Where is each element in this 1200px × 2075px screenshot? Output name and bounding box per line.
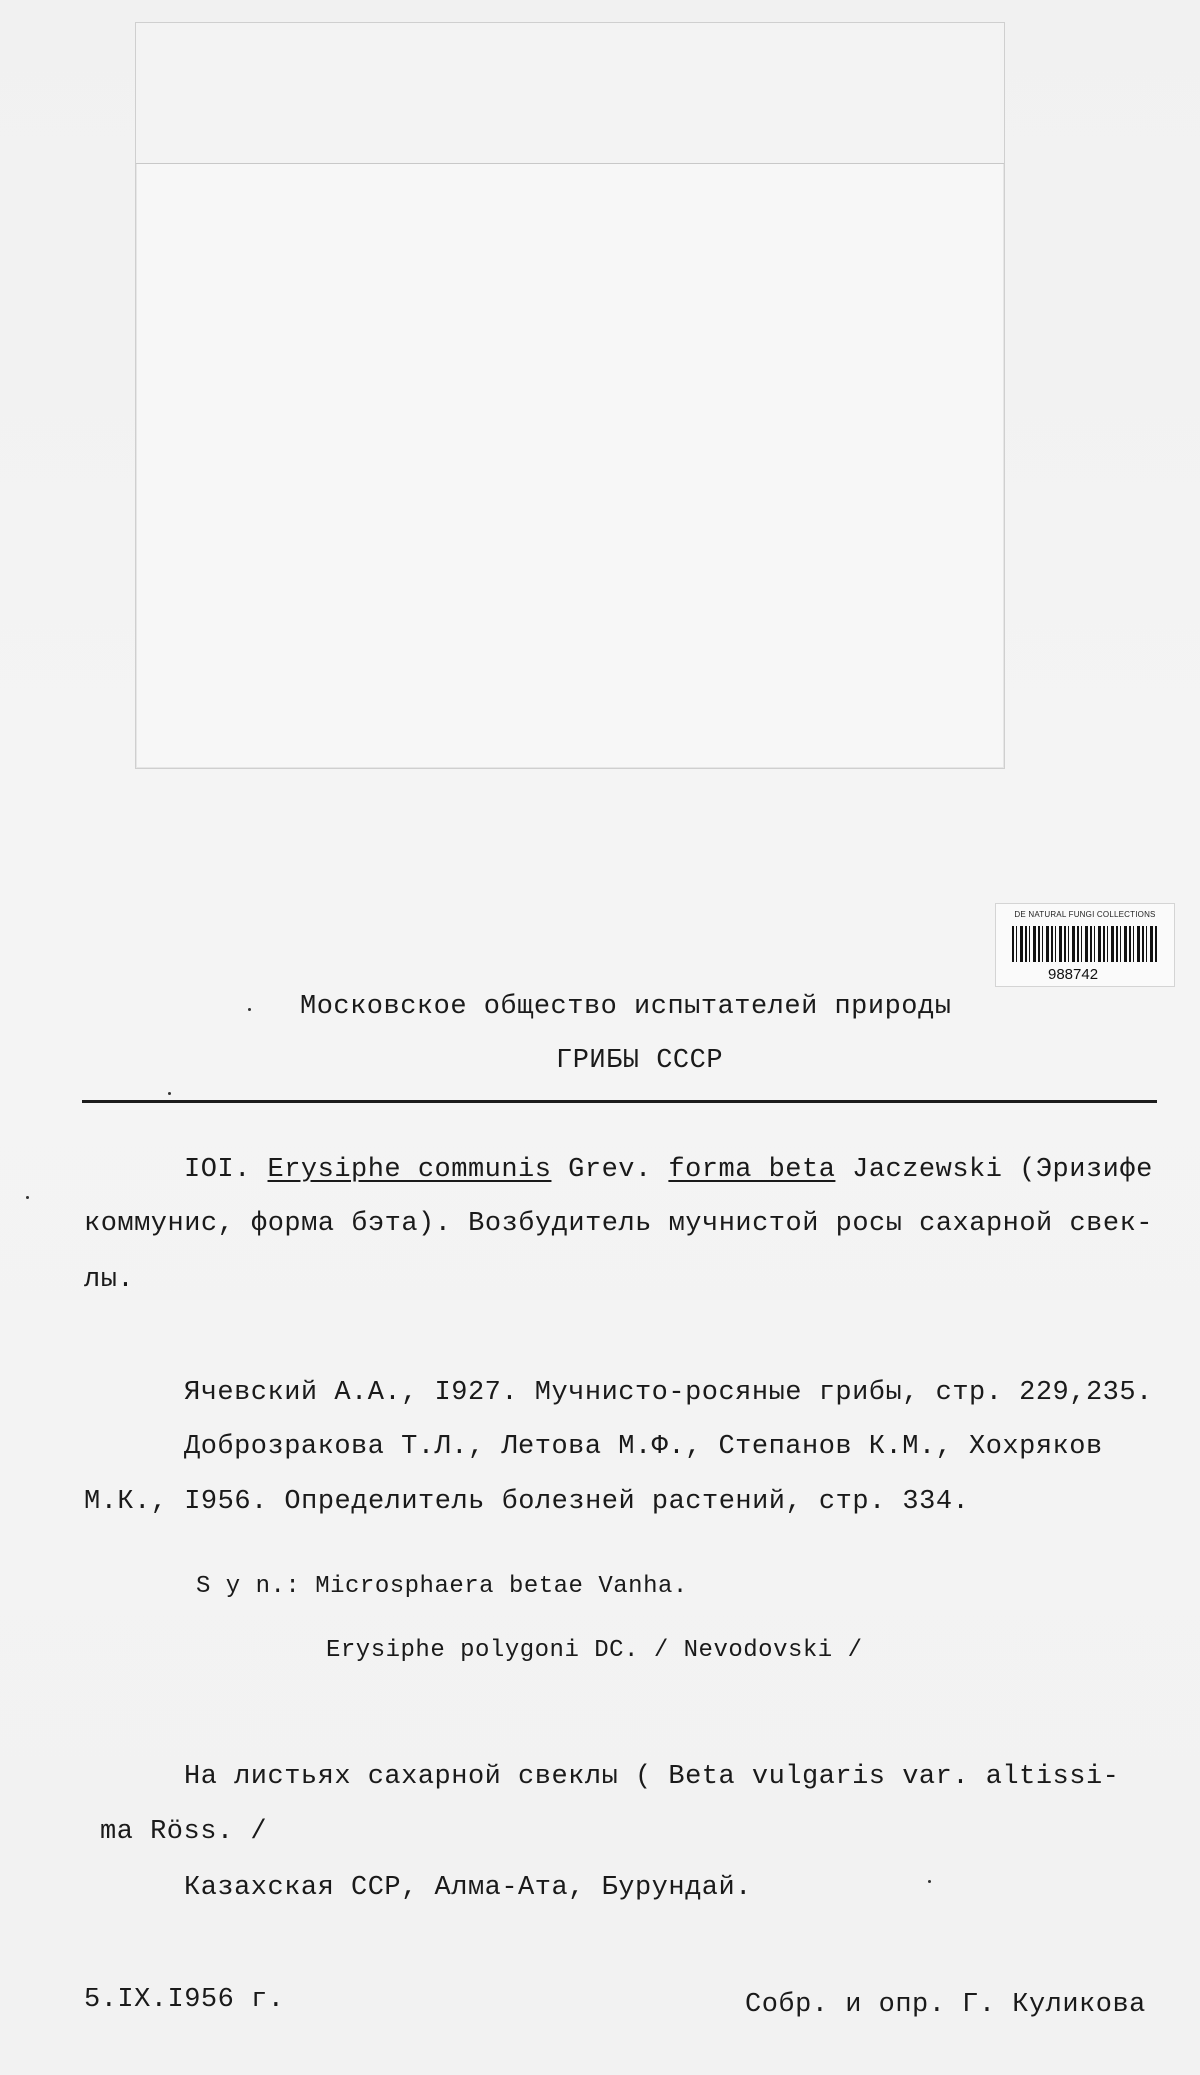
paper-speck [26, 1196, 29, 1199]
species-name: Erysiphe communis [267, 1155, 552, 1185]
entry-line-3: лы. [84, 1265, 135, 1295]
entry-number: IOI. [184, 1155, 251, 1185]
society-name: Московское общество испытателей природы [300, 992, 952, 1022]
forma-name: forma beta [668, 1155, 836, 1185]
paper-speck [928, 1880, 931, 1883]
paper-speck [168, 1092, 171, 1095]
header-divider [82, 1100, 1157, 1103]
reference-1: Ячевский А.А., I927. Мучнисто-росяные грибы, стр. 229,235. [184, 1378, 1153, 1408]
synonym-line-2: Erysiphe polygoni DC. / Nevodovski / [326, 1637, 863, 1664]
habitat-line-1: На листьях сахарной свеклы ( Beta vulgaris var. altissi- [184, 1762, 1120, 1792]
barcode-icon [1012, 926, 1158, 962]
packet-flap [136, 23, 1004, 164]
barcode-collection-title: DE NATURAL FUNGI COLLECTIONS [1014, 910, 1156, 919]
reference-2-line-1: Доброзракова Т.Л., Летова М.Ф., Степанов К.М., Хохряков [184, 1432, 1103, 1462]
habitat-line-2: ma Röss. / [100, 1817, 268, 1847]
series-title: ГРИБЫ СССР [556, 1046, 724, 1076]
collection-date: 5.IX.I956 г. [84, 1985, 285, 2015]
reference-2-line-2: М.К., I956. Определитель болезней растений, стр. 334. [84, 1487, 970, 1517]
species-author: Grev. [568, 1155, 652, 1185]
barcode-number: 988742 [1048, 966, 1099, 983]
barcode-label [995, 903, 1175, 987]
locality: Казахская ССР, Алма-Ата, Бурундай. [184, 1873, 752, 1903]
collector: Собр. и опр. Г. Куликова [745, 1990, 1146, 2020]
synonym-line-1: S y n.: Microsphaera betae Vanha. [196, 1573, 688, 1600]
entry-line-2: коммунис, форма бэта). Возбудитель мучнистой росы сахарной свек- [84, 1209, 1153, 1239]
paper-speck [248, 1008, 251, 1011]
specimen-packet [135, 22, 1005, 769]
entry-line-1 [184, 1155, 1153, 1185]
forma-author: Jaczewski [852, 1155, 1003, 1185]
entry-line-1-rest: (Эризифе [1019, 1155, 1153, 1185]
